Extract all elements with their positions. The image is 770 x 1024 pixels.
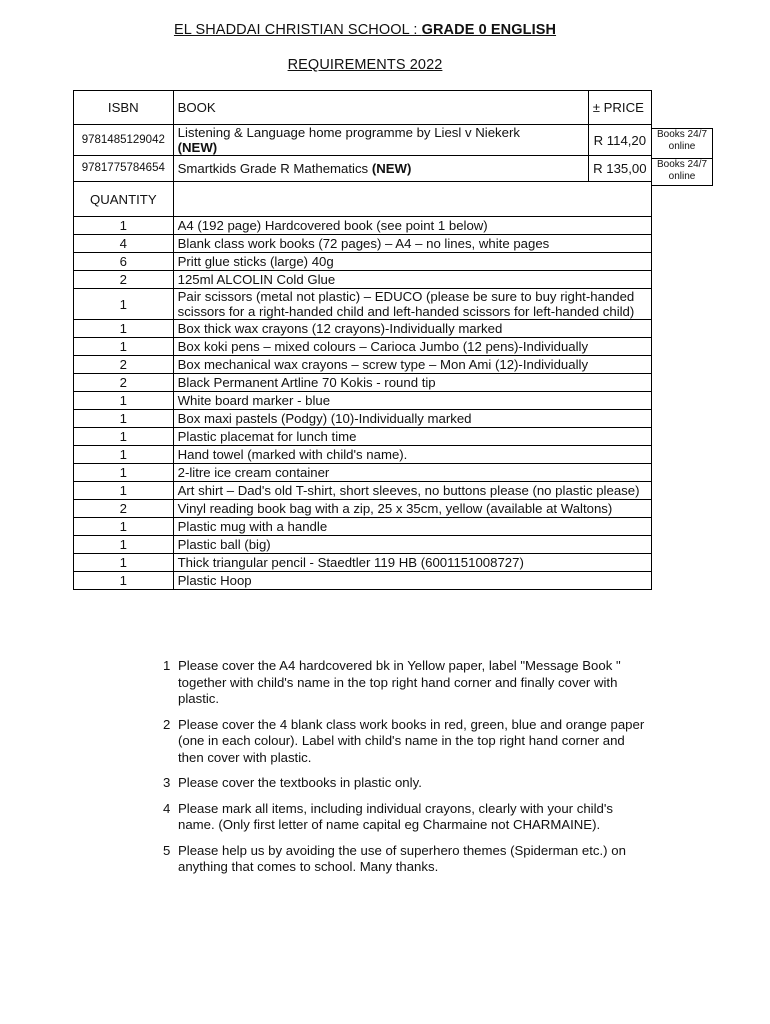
side-note-line: online	[668, 141, 696, 152]
table-row	[74, 518, 652, 536]
book-title-text: Smartkids Grade R Mathematics	[177, 161, 372, 176]
notes-list	[163, 658, 653, 885]
item-quantity: 1	[74, 554, 174, 572]
table-row	[74, 572, 652, 590]
note-item	[163, 843, 653, 876]
item-quantity: 1	[74, 464, 174, 482]
item-description: Pritt glue sticks (large) 40g	[173, 253, 651, 271]
table-row	[74, 271, 652, 289]
item-quantity: 2	[74, 271, 174, 289]
item-description: Plastic ball (big)	[173, 536, 651, 554]
book-price: R 114,20	[588, 125, 651, 156]
note-text: Please cover the 4 blank class work books in red, green, blue and orange paper (one in each colour). Label with child's name in the top right hand corner and then cover with plastic.	[178, 716, 645, 765]
item-quantity: 1	[74, 446, 174, 464]
grade-label: GRADE 0 ENGLISH	[421, 22, 557, 38]
side-note	[652, 158, 713, 186]
note-item	[163, 717, 653, 767]
item-description: Pair scissors (metal not plastic) – EDUCO (please be sure to buy right-handed scissors for a right-handed child and left-handed scissors for left-handed child)	[173, 289, 651, 320]
note-item	[163, 658, 653, 708]
table-row	[74, 338, 652, 356]
item-description: Hand towel (marked with child's name).	[173, 446, 651, 464]
table-row	[74, 554, 652, 572]
table-row	[74, 356, 652, 374]
item-quantity: 1	[74, 338, 174, 356]
note-number: 5	[163, 842, 171, 858]
table-row	[74, 536, 652, 554]
book-title	[173, 125, 588, 156]
items-list	[74, 217, 652, 590]
table-row	[74, 289, 652, 320]
note-item	[163, 775, 653, 792]
note-number: 3	[163, 775, 171, 790]
item-quantity: 1	[74, 217, 174, 235]
book-header: BOOK	[173, 91, 588, 125]
side-note-line: online	[668, 171, 696, 182]
document-title	[0, 22, 730, 38]
item-quantity: 4	[74, 235, 174, 253]
table-row	[74, 392, 652, 410]
item-quantity: 1	[74, 428, 174, 446]
isbn-header: ISBN	[74, 91, 174, 125]
document-subtitle: REQUIREMENTS 2022	[287, 57, 443, 73]
note-text: Please cover the textbooks in plastic only.	[178, 775, 422, 790]
quantity-header-row	[74, 182, 652, 217]
item-quantity: 2	[74, 356, 174, 374]
item-description: Box koki pens – mixed colours – Carioca Jumbo (12 pens)-Individually	[173, 338, 651, 356]
item-quantity: 1	[74, 320, 174, 338]
table-row	[74, 374, 652, 392]
note-number: 1	[163, 658, 171, 673]
book-row	[74, 125, 652, 156]
item-description: Box maxi pastels (Podgy) (10)-Individually marked	[173, 410, 651, 428]
item-description: White board marker - blue	[173, 392, 651, 410]
school-name: EL SHADDAI CHRISTIAN SCHOOL :	[173, 22, 422, 38]
item-quantity: 1	[74, 518, 174, 536]
item-quantity: 1	[74, 482, 174, 500]
table-header-row	[74, 91, 652, 125]
book-isbn: 9781775784654	[74, 156, 174, 182]
price-header: ± PRICE	[588, 91, 651, 125]
table-row	[74, 320, 652, 338]
item-description: Black Permanent Artline 70 Kokis - round tip	[173, 374, 651, 392]
note-number: 2	[163, 716, 171, 732]
note-item	[163, 801, 653, 834]
table-row	[74, 217, 652, 235]
item-quantity: 2	[74, 500, 174, 518]
side-note-line: Books 24/7	[656, 159, 708, 170]
item-description: Box mechanical wax crayons – screw type – Mon Ami (12)-Individually	[173, 356, 651, 374]
table-row	[74, 410, 652, 428]
item-quantity: 1	[74, 572, 174, 590]
requirements-table	[73, 90, 652, 590]
table-row	[74, 253, 652, 271]
quantity-header: QUANTITY	[74, 182, 174, 217]
item-description: Art shirt – Dad's old T-shirt, short sleeves, no buttons please (no plastic please)	[173, 482, 651, 500]
new-tag: (NEW)	[177, 140, 218, 155]
item-description: 125ml ALCOLIN Cold Glue	[173, 271, 651, 289]
book-row	[74, 156, 652, 182]
item-quantity: 1	[74, 536, 174, 554]
note-text: Please cover the A4 hardcovered bk in Yellow paper, label "Message Book " together with child's name in the top right hand corner and finally cover with plastic.	[178, 658, 621, 706]
note-number: 4	[163, 800, 171, 816]
item-description: Plastic Hoop	[173, 572, 651, 590]
item-description: 2-litre ice cream container	[173, 464, 651, 482]
item-description: Plastic placemat for lunch time	[173, 428, 651, 446]
book-title-text: Listening & Language home programme by Liesl v Niekerk	[177, 125, 520, 140]
item-description: A4 (192 page) Hardcovered book (see point 1 below)	[173, 217, 651, 235]
side-note-line: Books 24/7	[656, 129, 708, 140]
note-text: Please mark all items, including individual crayons, clearly with your child's name. (Only first letter of name capital eg Charmaine not CHARMAINE).	[178, 800, 613, 832]
note-text: Please help us by avoiding the use of superhero themes (Spiderman etc.) on anything that comes to school. Many thanks.	[178, 842, 626, 874]
item-quantity: 1	[74, 289, 174, 320]
item-description: Vinyl reading book bag with a zip, 25 x 35cm, yellow (available at Waltons)	[173, 500, 651, 518]
table-row	[74, 482, 652, 500]
item-description: Blank class work books (72 pages) – A4 – no lines, white pages	[173, 235, 651, 253]
item-description: Box thick wax crayons (12 crayons)-Individually marked	[173, 320, 651, 338]
table-row	[74, 428, 652, 446]
new-tag: (NEW)	[371, 161, 412, 176]
item-description: Plastic mug with a handle	[173, 518, 651, 536]
item-quantity: 1	[74, 392, 174, 410]
book-isbn: 9781485129042	[74, 125, 174, 156]
book-price: R 135,00	[588, 156, 651, 182]
table-row	[74, 464, 652, 482]
quantity-header-spacer	[173, 182, 651, 217]
item-quantity: 1	[74, 410, 174, 428]
item-quantity: 6	[74, 253, 174, 271]
item-description: Thick triangular pencil - Staedtler 119 HB (6001151008727)	[173, 554, 651, 572]
table-row	[74, 446, 652, 464]
book-title	[173, 156, 588, 182]
table-row	[74, 235, 652, 253]
item-quantity: 2	[74, 374, 174, 392]
table-row	[74, 500, 652, 518]
side-note	[652, 128, 713, 159]
